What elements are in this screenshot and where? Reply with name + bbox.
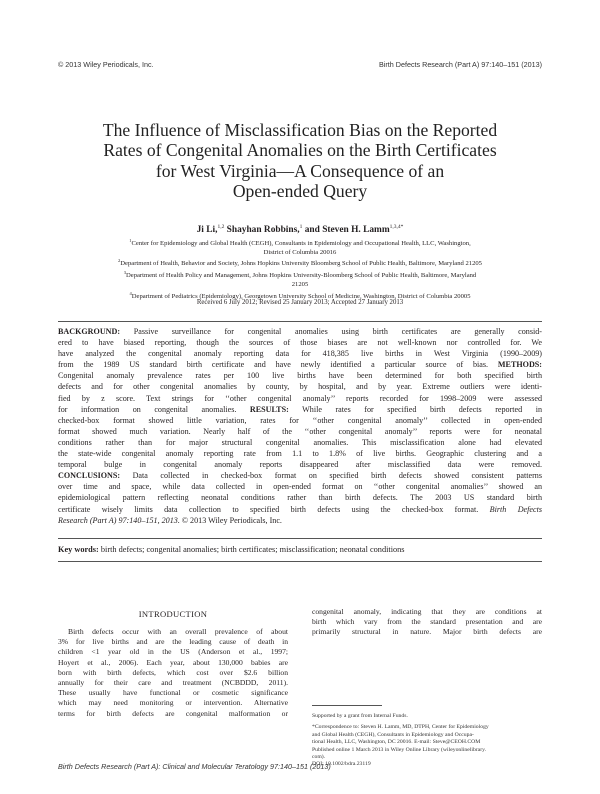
citation: Birth Defects xyxy=(489,504,542,514)
abstract-line: ered to have biased reporting, though the sources of those biases are not well-known nor controlled for. We xyxy=(58,338,542,348)
section-heading-introduction: INTRODUCTION xyxy=(138,609,208,619)
body-line: birth which vary from the standard presentation and are xyxy=(312,617,542,627)
title-line: Open-ended Query xyxy=(232,181,368,202)
affiliation-text: Center for Epidemiology and Global Health (CEGH), Consultants in Epidemiology and Occupational Health, LLC, Washington, xyxy=(131,240,471,248)
body-line: terms for birth defects are congenital malformation or xyxy=(58,708,288,718)
abstract-line: checked-box format showed little variation, rates for ‘‘other congenital anomaly’’ collected in open-ended xyxy=(58,415,542,425)
body-line: congenital anomaly, indicating that they are conditions at xyxy=(312,607,542,616)
footnote-support: Supported by a grant from Internal Funds. xyxy=(312,713,408,719)
abstract-line: Congenital anomaly prevalence rates per 100 live births have been determined for both specified birth xyxy=(58,371,542,381)
body-line: These usually have functional or cosmetic significance xyxy=(58,688,288,698)
footnotes xyxy=(312,713,542,769)
abstract-line xyxy=(58,359,542,370)
abstract-text: certificate wisely limits data collection to specified birth defects using the checked-box format. xyxy=(58,504,479,514)
author-list xyxy=(60,224,540,235)
author-affiliation-mark: 1,3,4* xyxy=(389,224,404,230)
footnote-published: Published online 1 March 2013 in Wiley Online Library (wileyonlinelibrary. xyxy=(312,746,486,753)
affiliations xyxy=(70,237,530,301)
body-line: which may need monitoring or intervention. Alternative xyxy=(58,698,288,708)
keywords-text: birth defects; congenital anomalies; birth certificates; misclassification; neonatal conditions xyxy=(100,545,405,554)
conclusions-label: CONCLUSIONS: xyxy=(58,471,121,481)
keywords-rule xyxy=(58,561,542,562)
author-name: Shayhan Robbins, xyxy=(226,225,300,236)
abstract-text: for information on congenital anomalies. xyxy=(58,404,237,414)
author-name: Steven H. Lamm xyxy=(322,225,390,236)
affiliation-mark: 3 xyxy=(123,270,127,276)
abstract-text: While rates for specified birth defects reported in xyxy=(302,404,542,414)
page-footer: Birth Defects Research (Part A): Clinical and Molecular Teratology 97:140–151 (2013) xyxy=(58,762,331,771)
title-line: Rates of Congenital Anomalies on the Birth Certificates xyxy=(103,140,497,161)
affiliation-text: Department of Pediatrics (Epidemiology), Georgetown University School of Medicine, Washington, District of Columbia 20005 xyxy=(131,292,471,300)
copyright-header: © 2013 Wiley Periodicals, Inc. xyxy=(58,60,154,69)
abstract-text: from the 1989 US standard birth certificate and have newly identified a particular source of bias. xyxy=(58,360,489,370)
footnote-correspondence: and Global Health (CEGH), Consultants in Epidemiology and Occupa- xyxy=(312,731,474,738)
abstract-line xyxy=(58,470,542,481)
methods-label: METHODS: xyxy=(497,360,542,370)
keywords-label: Key words: xyxy=(58,545,99,554)
body-line: born with birth defects, which cost over $2.6 billion xyxy=(58,667,288,677)
footnote-rule xyxy=(312,705,382,706)
abstract-copyright: © 2013 Wiley Periodicals, Inc. xyxy=(181,515,282,525)
title-line: The Influence of Misclassification Bias on the Reported xyxy=(102,120,498,140)
footnote-doi: DOI: 10.1002/bdra.23119 xyxy=(312,761,371,768)
background-label: BACKGROUND: xyxy=(58,327,121,336)
paper-title xyxy=(60,120,540,202)
affiliation-line: 21205 xyxy=(291,280,309,288)
results-label: RESULTS: xyxy=(249,404,289,414)
abstract-top-rule xyxy=(58,321,542,322)
abstract-line xyxy=(58,404,542,415)
footnote-correspondence: tional Health, LLC, Washington, DC 20016. E-mail: Steve@CEOH.COM xyxy=(312,739,481,746)
abstract-line xyxy=(58,504,542,515)
body-line: primarily structural in nature. Major birth defects are xyxy=(312,627,542,637)
body-line: annually for their care and treatment (NCBDDD, 2011). xyxy=(58,678,288,688)
abstract-line: have analyzed the congenital anomaly reporting data for 418,385 live births in West Virginia (1990–2009) xyxy=(58,349,542,359)
abstract-bottom-rule xyxy=(58,538,542,539)
author-affiliation-mark: 1,2 xyxy=(217,224,225,230)
author-affiliation-mark: 1 xyxy=(299,224,303,230)
affiliation-line xyxy=(70,257,530,269)
keywords xyxy=(58,545,542,554)
abstract-line xyxy=(58,326,542,337)
affiliation-mark: 2 xyxy=(118,258,121,264)
citation: Research (Part A) 97:140–151, 2013. xyxy=(58,515,180,525)
abstract xyxy=(58,326,542,526)
footnote-published: com). xyxy=(312,754,326,761)
affiliation-text: Department of Health, Behavior and Society, Johns Hopkins University Bloomberg School of Public Health, Baltimore, Maryland 21205 xyxy=(120,260,482,268)
affiliation-line xyxy=(70,237,530,249)
introduction-column xyxy=(58,627,288,719)
abstract-line: temporal bulge in congenital anomaly reports disappeared after misclassified data were removed. xyxy=(58,460,542,470)
author-conjunction: and xyxy=(304,225,320,236)
title-line: for West Virginia—A Consequence of an xyxy=(155,160,445,181)
received-dates: Received 6 July 2012; Revised 25 January 2013; Accepted 27 January 2013 xyxy=(196,299,404,306)
abstract-line: the state-wide congenital anomaly reporting rate from 1.1 to 1.8% of live births. Geographic clustering and a xyxy=(58,449,542,459)
affiliation-mark: 4 xyxy=(129,290,132,296)
affiliation-line: District of Columbia 20016 xyxy=(263,248,337,256)
abstract-line xyxy=(58,515,542,526)
abstract-line: format showed much variation. Nearly half of the ‘‘other congenital anomaly’’ reports were for neonatal xyxy=(58,426,542,436)
body-line: children <1 year old in the US (Anderson et al., 1997; xyxy=(58,647,288,657)
abstract-line: defects and for other congenital anomalies by county, by hospital, and by year. Extreme outliers were identi- xyxy=(58,382,542,392)
journal-reference-header: Birth Defects Research (Part A) 97:140–151 (2013) xyxy=(378,60,542,69)
body-line: 3% for live births and are the leading cause of death in xyxy=(58,637,288,647)
abstract-line: epidemiological pattern reflecting neonatal conditions rather than birth defects. The 2003 US standard birth xyxy=(58,493,542,503)
affiliation-text: Department of Health Policy and Management, Johns Hopkins University-Bloomberg School of Public Health, Baltimore, Maryland xyxy=(126,272,477,280)
author-name: Ji Li, xyxy=(196,225,218,236)
abstract-line: conditions rather than for major structural congenital anomalies. This misclassification alone had elevated xyxy=(58,437,542,447)
abstract-text: Passive surveillance for congenital anomalies using birth certificates are generally consid- xyxy=(133,327,542,336)
footnote-correspondence: *Correspondence to: Steven H. Lamm, MD, DTPH, Center for Epidemiology xyxy=(312,724,489,731)
body-line: Birth defects occur with an overall prevalence of about xyxy=(68,627,288,636)
abstract-line: over time and space, while data collected in open-ended format on ‘‘other congenital anomalies’’ showed an xyxy=(58,482,542,492)
body-line: Hoyert et al., 2006). Each year, about 130,000 babies are xyxy=(58,657,288,667)
right-column xyxy=(312,607,542,638)
affiliation-mark: 1 xyxy=(129,238,132,243)
abstract-line: fied by z score. Text strings for ‘‘other congenital anomaly’’ reports recorded for 1998–2009 were assessed xyxy=(58,393,542,403)
affiliation-line xyxy=(70,269,530,281)
abstract-text: Data collected in checked-box format on specified birth defects showed consistent patterns xyxy=(132,471,542,481)
